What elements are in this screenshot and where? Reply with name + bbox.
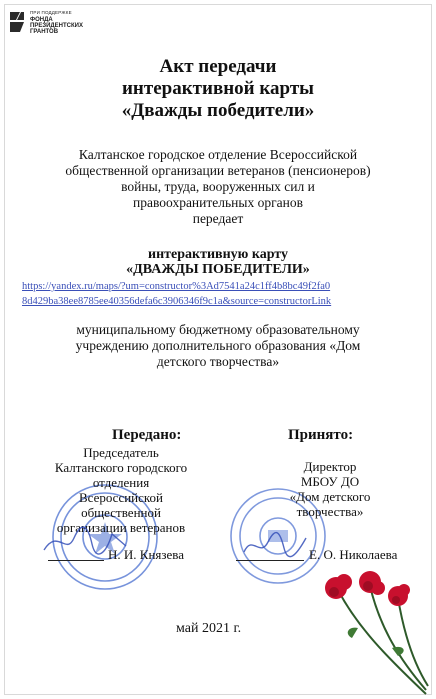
organization-line3: войны, труда, вооруженных сил и [121,179,315,194]
organization-line4: правоохранительных органов [133,195,303,210]
left-signer-name: Н. И. Князева [108,547,185,562]
left-role-line2: Калтанского городского [54,460,188,475]
right-role-line3: «Дом детского [289,489,371,504]
logo-text-line4: ГРАНТОВ [30,29,59,35]
logo-text-line1: ПРИ ПОДДЕРЖКЕ [30,10,72,15]
document-title-line3: «Дважды победители» [121,100,315,121]
map-link-line2[interactable]: 8d429ba38ee8785ee40356defa6c3906346f9c1a&source=constructorLink [22,296,332,307]
right-signer-name: Е. О. Николаева [309,547,398,562]
organization-line2: общественной организации ветеранов (пенсионеров) [65,163,371,178]
right-role-line1: Директор [303,459,357,474]
accepted-heading: Принято: [288,427,354,443]
map-caption-line1: интерактивную карту [148,247,288,262]
map-caption-line2: «ДВАЖДЫ ПОБЕДИТЕЛИ» [126,262,310,277]
organization-paragraph [0,147,436,227]
president-grants-logo-icon [8,10,26,34]
right-role-line2: МБОУ ДО [300,474,360,489]
accepted-by-block [262,459,398,519]
recipient-line2: учреждению дополнительного образования «Дом [75,338,361,353]
organization-line5: передает [192,211,244,226]
logo-text-line3: ПРЕЗИДЕНТСКИХ [30,23,83,29]
left-role-line1: Председатель [83,445,159,460]
transferred-heading: Передано: [112,427,182,443]
signature-line-left [48,560,104,561]
logo-text-line2: ФОНДА [30,17,53,23]
left-role-line3: отделения [92,475,150,490]
signature-icon [240,528,310,562]
left-role-line4: Всероссийской [78,490,164,505]
recipient-line1: муниципальному бюджетному образовательному [76,322,360,337]
recipient-line3: детского творчества» [156,354,280,369]
right-role-line4: творчества» [296,504,364,519]
president-grants-logo [8,6,88,40]
carnation-flowers-icon [318,568,430,696]
document-title-line2: интерактивной карты [121,78,314,99]
document-title-line1: Акт передачи [159,56,277,77]
left-role-line6: организации ветеранов [56,520,186,535]
left-role-line5: общественной [81,505,161,520]
organization-line1: Калтанское городское отделение Всероссийской [78,147,358,162]
recipient-paragraph [0,322,436,370]
document-date: май 2021 г. [176,621,242,636]
map-link-line1[interactable]: https://yandex.ru/maps/?um=constructor%3Ad7541a24c1ff4b8bc49f2fa0 [22,281,331,292]
